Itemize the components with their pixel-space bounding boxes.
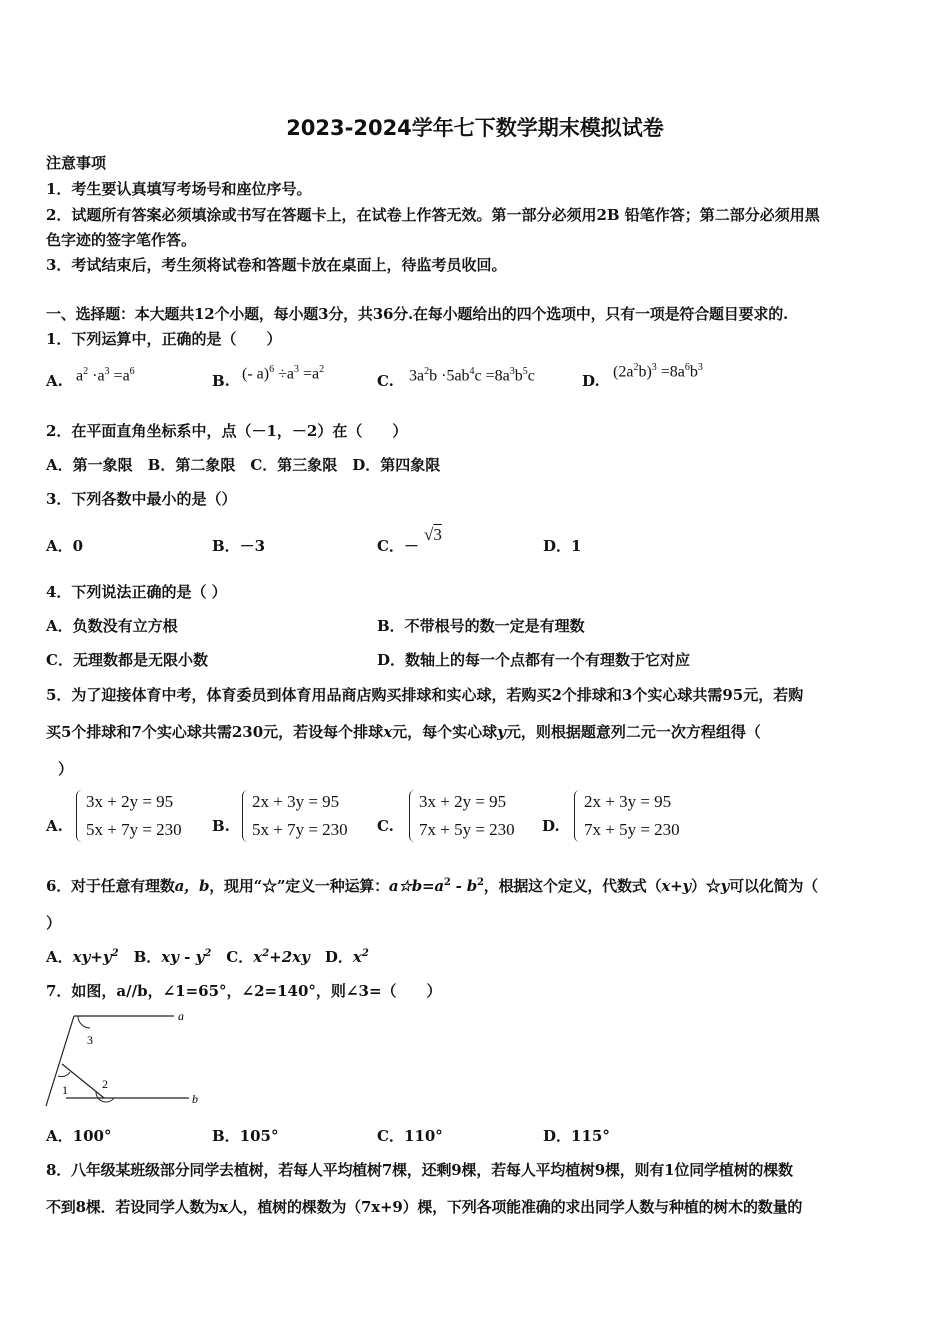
equation: 5x + 7y = 230 — [86, 820, 182, 839]
q7-option-d: D．115° — [543, 1127, 610, 1145]
figure-label-a: a — [178, 1010, 184, 1023]
q6-text: ，根据这个定义，代数式（ — [483, 877, 662, 895]
page-title: 2023-2024学年七下数学期末模拟试卷 — [286, 116, 664, 140]
q6-def: a☆b=a — [388, 877, 444, 895]
q4-option-d: D．数轴上的每一个点都有一个有理数于它对应 — [377, 651, 691, 669]
q4-option-c: C．无理数都是无限小数 — [46, 651, 208, 669]
equation: 7x + 5y = 230 — [419, 820, 515, 839]
equation: 3x + 2y = 95 — [86, 792, 174, 811]
q3-option-d: D．1 — [543, 537, 582, 555]
section-heading: 一、选择题：本大题共12个小题，每小题3分，共36分.在每小题给出的四个选项中，只有一项是符合题目要求的. — [46, 305, 789, 323]
q3-option-c: C．－ — [377, 537, 419, 555]
q3-option-b: B．－3 — [212, 537, 266, 555]
q5-option-a-system — [76, 788, 182, 844]
equation: 5x + 7y = 230 — [252, 820, 348, 839]
q1-option-b-label: B. — [212, 372, 230, 390]
question-2-stem: 2．在平面直角坐标系中，点（－1，－2）在（ ） — [46, 422, 408, 440]
q5-var-x: x — [383, 723, 393, 741]
notice-item: 3．考试结束后，考生须将试卷和答题卡放在桌面上，待监考员收回。 — [46, 256, 507, 274]
q3-option-a: A．0 — [46, 537, 84, 555]
q5-option-d-system — [574, 788, 680, 844]
q6-text: 可以化简为（ — [729, 877, 818, 895]
q1-option-a-expr: $a^2 \cdot a^3 =a^6$ — [76, 366, 135, 385]
q6-vars: a，b — [174, 877, 210, 895]
q5-option-a-label: A. — [46, 817, 63, 835]
question-5-line1: 5．为了迎接体育中考，体育委员到体育用品商店购买排球和实心球，若购买2个排球和3个实心球共需95元，若购 — [46, 686, 804, 704]
question-6-line1: 6．对于任意有理数a，b，现用“☆”定义一种运算：$a☆b=a^2 - b^2$，根据这个定义，代数式（x+y）☆y可以化简为（ — [46, 877, 818, 895]
equation: 3x + 2y = 95 — [419, 792, 507, 811]
question-7-stem: 7．如图，a//b，∠1=65°，∠2=140°，则∠3=（ ） — [46, 982, 442, 1000]
notice-item: 2．试题所有答案必须填涂或书写在答题卡上，在试卷上作答无效。第一部分必须用2B 铅笔作答；第二部分必须用黑 — [46, 206, 820, 224]
question-1-stem: 1．下列运算中，正确的是（ ） — [46, 330, 282, 348]
q5-text: 元，每个实心球 — [392, 723, 498, 741]
q6-def2: - b — [450, 877, 477, 895]
question-6-line2: ） — [46, 914, 62, 932]
q1-option-c-label: C. — [377, 372, 394, 390]
q1-option-b-expr: (- $a)^6 \div a^3 =a^2$ — [242, 364, 325, 383]
q4-option-a: A．负数没有立方根 — [46, 617, 178, 635]
question-4-stem: 4．下列说法正确的是（ ） — [46, 583, 227, 601]
q7-option-c: C．110° — [377, 1127, 443, 1145]
q6-text: ，现用“☆”定义一种运算： — [209, 877, 389, 895]
q6-text: ）☆ — [691, 877, 721, 895]
equation: 2x + 3y = 95 — [584, 792, 672, 811]
figure-label-3: 3 — [87, 1033, 93, 1047]
question-3-stem: 3．下列各数中最小的是（） — [46, 490, 237, 508]
notice-heading: 注意事项 — [46, 154, 107, 172]
q5-text: 元，则根据题意列二元一次方程组得（ — [505, 723, 761, 741]
parallel-lines-figure — [44, 1010, 214, 1110]
q6-text: 6．对于任意有理数 — [46, 877, 175, 895]
equation: 7x + 5y = 230 — [584, 820, 680, 839]
q5-var-y: y — [497, 723, 506, 741]
q3-sqrt: √3 — [424, 525, 442, 544]
q5-text: 买5个排球和7个实心球共需230元，若设每个排球 — [46, 723, 384, 741]
question-5-line2 — [46, 721, 761, 742]
question-5-line3: ） — [58, 760, 74, 778]
q6-option-a-label: A． — [46, 948, 73, 966]
q1-option-d-expr: $(2a^2b)^3 =8a^6b^3$ — [613, 362, 703, 381]
q1-option-a-label: A. — [46, 372, 63, 390]
equation: 2x + 3y = 95 — [252, 792, 340, 811]
q4-option-b: B．不带根号的数一定是有理数 — [377, 617, 585, 635]
q6-option-b-label: B． — [133, 948, 162, 966]
q5-option-c-label: C. — [377, 817, 394, 835]
question-8-line1: 8．八年级某班级部分同学去植树，若每人平均植树7棵，还剩9棵，若每人平均植树9棵，则有1位同学植树的棵数 — [46, 1161, 793, 1179]
q5-option-b-label: B. — [212, 817, 230, 835]
figure-label-1: 1 — [62, 1083, 68, 1097]
q5-option-d-label: D. — [542, 817, 560, 835]
q3-sqrt-value: 3 — [433, 525, 442, 544]
notice-item: 色字迹的签字笔作答。 — [46, 231, 197, 249]
question-8-line2: 不到8棵．若设同学人数为x人，植树的棵数为（7x+9）棵，下列各项能准确的求出同学人数与种植的树木的数量的 — [46, 1198, 803, 1216]
q1-option-c-expr: $3a^2b \cdot 5ab^4c =8a^3b^5c$ — [409, 366, 535, 385]
figure-label-b: b — [192, 1092, 198, 1106]
q6-option-d-label: D． — [324, 948, 353, 966]
q2-options: A．第一象限 B．第二象限 C．第三象限 D．第四象限 — [46, 456, 441, 474]
q5-option-c-system — [409, 788, 515, 844]
q1-option-d-label: D. — [582, 372, 600, 390]
figure-label-2: 2 — [102, 1077, 108, 1091]
q6-expr: x+y — [661, 877, 692, 895]
q7-option-b: B．105° — [212, 1127, 279, 1145]
q7-option-a: A．100° — [46, 1127, 112, 1145]
notice-item: 1．考生要认真填写考场号和座位序号。 — [46, 180, 312, 198]
q6-option-c-label: C． — [226, 948, 254, 966]
q6-var-y: y — [720, 877, 730, 895]
q5-option-b-system — [242, 788, 348, 844]
q6-options: A．$xy+y^2$ B．xy - $y^2$ C．$x^2+2xy$ D．$x^2$ — [46, 948, 369, 966]
